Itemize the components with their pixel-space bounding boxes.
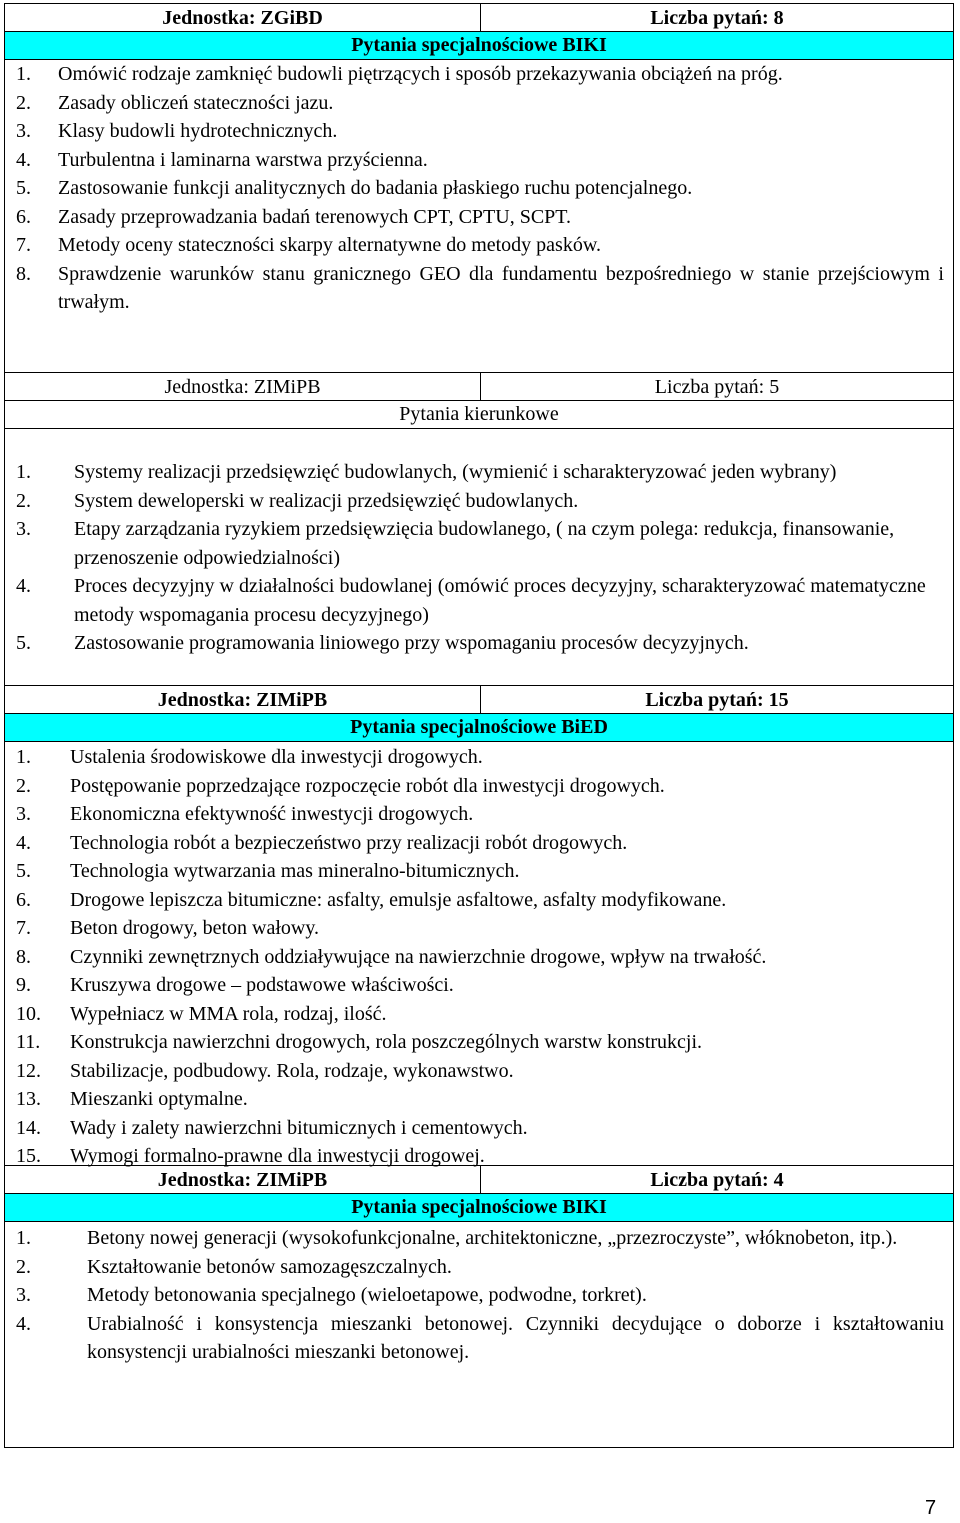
item-number: 11. [16,1031,41,1053]
item-number: 12. [16,1059,41,1082]
list-item [16,629,944,658]
item-number: 3. [16,803,31,825]
section-header [4,372,954,429]
list-item [16,231,944,260]
list-item [16,971,944,1000]
unit-label: Jednostka: ZIMiPB [4,372,480,401]
item-number: 1. [16,746,31,768]
item-text: Zasady obliczeń stateczności jazu. [58,91,334,114]
item-number: 2. [16,489,31,512]
question-count: Liczba pytań: 4 [480,1165,954,1194]
section-header [4,1165,954,1222]
item-text: Kształtowanie betonów samozagęszczalnych. [87,1255,452,1278]
item-text: Metody oceny stateczności skarpy alternatywne do metody pasków. [58,234,601,256]
section-subtitle: Pytania specjalnościowe BiED [4,714,954,742]
list-item [16,772,944,801]
item-number: 4. [16,831,31,854]
list-item [16,800,944,829]
unit-label: Jednostka: ZIMiPB [4,1165,480,1194]
item-number: 1. [16,63,31,85]
item-text: Postępowanie poprzedzające rozpoczęcie robót dla inwestycji drogowych. [70,774,665,797]
list-item [16,60,944,89]
list-item [16,1224,944,1253]
list-item [16,1114,944,1143]
list-item [16,886,944,915]
item-number: 5. [16,632,31,654]
item-text: Betony nowej generacji (wysokofunkcjonalne, architektoniczne, „przezroczyste”, włóknobeton, itp.). [87,1227,898,1249]
item-text: Beton drogowy, beton wałowy. [70,917,320,939]
item-number: 4. [16,575,31,597]
item-text: Stabilizacje, podbudowy. Rola, rodzaje, wykonawstwo. [70,1059,514,1082]
item-number: 6. [16,205,31,228]
section-header [4,685,954,742]
item-number: 1. [16,461,31,483]
item-number: 10. [16,1002,41,1025]
item-number: 6. [16,888,31,911]
section-subtitle: Pytania specjalnościowe BIKI [4,32,954,60]
question-list [16,743,944,1171]
item-number: 8. [16,945,31,968]
list-item [16,89,944,118]
item-number: 5. [16,177,31,199]
list-item [16,914,944,943]
item-text: Zasady przeprowadzania badań terenowych CPT, CPTU, SCPT. [58,205,572,228]
list-item [16,572,944,629]
section-subtitle: Pytania kierunkowe [4,401,954,429]
question-list [16,1224,944,1367]
item-text: Technologia robót a bezpieczeństwo przy realizacji robót drogowych. [70,831,628,854]
item-text: Klasy budowli hydrotechnicznych. [58,120,338,142]
list-item [16,260,944,317]
question-count: Liczba pytań: 15 [480,685,954,714]
item-number: 2. [16,91,31,114]
item-text: System deweloperski w realizacji przedsięwzięć budowlanych. [74,489,579,512]
item-text: Urabialność i konsystencja mieszanki betonowej. Czynniki decydujące o doborze i kształtowaniu konsystencji urabialności mieszanki betonowej. [87,1312,944,1363]
item-number: 3. [16,120,31,142]
list-item [16,1000,944,1029]
page-number: 7 [925,1497,937,1519]
item-number: 4. [16,148,31,171]
list-item [16,146,944,175]
list-item [16,857,944,886]
list-item [16,743,944,772]
list-item [16,1028,944,1057]
unit-label: Jednostka: ZGiBD [4,3,480,32]
item-text: Konstrukcja nawierzchni drogowych, rola poszczególnych warstw konstrukcji. [70,1031,703,1053]
list-item [16,487,944,516]
item-text: Etapy zarządzania ryzykiem przedsięwzięcia budowlanego, ( na czym polega: redukcja, finansowanie, przenoszenie odpowiedzialności) [74,518,895,569]
list-item [16,1310,944,1367]
unit-label: Jednostka: ZIMiPB [4,685,480,714]
list-item [16,1057,944,1086]
item-text: Drogowe lepiszcza bitumiczne: asfalty, emulsje asfaltowe, asfalty modyfikowane. [70,888,727,911]
list-item [16,1281,944,1310]
item-text: Ekonomiczna efektywność inwestycji drogowych. [70,803,474,825]
item-number: 7. [16,234,31,256]
item-text: Ustalenia środowiskowe dla inwestycji drogowych. [70,746,483,768]
item-text: Wady i zalety nawierzchni bitumicznych i cementowych. [70,1116,528,1139]
list-item [16,1085,944,1114]
item-text: Systemy realizacji przedsięwzięć budowlanych, (wymienić i scharakteryzować jeden wybrany) [74,461,837,483]
item-number: 13. [16,1088,41,1110]
question-count: Liczba pytań: 5 [480,372,954,401]
item-number: 15. [16,1145,41,1167]
item-number: 2. [16,774,31,797]
item-text: Proces decyzyjny w działalności budowlanej (omówić proces decyzyjny, scharakteryzować matematyczne metody wspomagania procesu decyzyjnego) [74,575,926,626]
question-count: Liczba pytań: 8 [480,3,954,32]
list-item [16,203,944,232]
item-text: Sprawdzenie warunków stanu granicznego GEO dla fundamentu bezpośredniego w stanie przejściowym i trwałym. [58,262,944,313]
item-number: 2. [16,1255,31,1278]
item-text: Turbulentna i laminarna warstwa przyścienna. [58,148,428,171]
list-item [16,829,944,858]
item-text: Mieszanki optymalne. [70,1088,248,1110]
item-number: 8. [16,262,31,285]
item-number: 3. [16,518,31,540]
list-item [16,943,944,972]
list-item [16,458,944,487]
list-item [16,1253,944,1282]
item-text: Zastosowanie programowania liniowego przy wspomaganiu procesów decyzyjnych. [74,632,749,654]
item-text: Omówić rodzaje zamknięć budowli piętrzących i sposób przekazywania obciążeń na próg. [58,63,783,85]
question-list [16,458,944,658]
item-text: Metody betonowania specjalnego (wieloetapowe, podwodne, torkret). [87,1284,647,1306]
list-item [16,515,944,572]
question-list [16,60,944,317]
item-text: Czynniki zewnętrznych oddziaływujące na nawierzchnie drogowe, wpływ na trwałość. [70,945,767,968]
item-number: 14. [16,1116,41,1139]
item-number: 4. [16,1312,31,1335]
list-item [16,117,944,146]
item-text: Kruszywa drogowe – podstawowe właściwości. [70,974,454,996]
list-item [16,174,944,203]
item-text: Wymogi formalno-prawne dla inwestycji drogowej. [70,1145,485,1167]
item-number: 5. [16,860,31,882]
item-number: 9. [16,974,31,996]
item-number: 3. [16,1284,31,1306]
item-text: Zastosowanie funkcji analitycznych do badania płaskiego ruchu potencjalnego. [58,177,693,199]
item-number: 7. [16,917,31,939]
section-subtitle: Pytania specjalnościowe BIKI [4,1194,954,1222]
section-header [4,3,954,60]
item-text: Wypełniacz w MMA rola, rodzaj, ilość. [70,1002,387,1025]
item-number: 1. [16,1227,31,1249]
item-text: Technologia wytwarzania mas mineralno-bitumicznych. [70,860,520,882]
